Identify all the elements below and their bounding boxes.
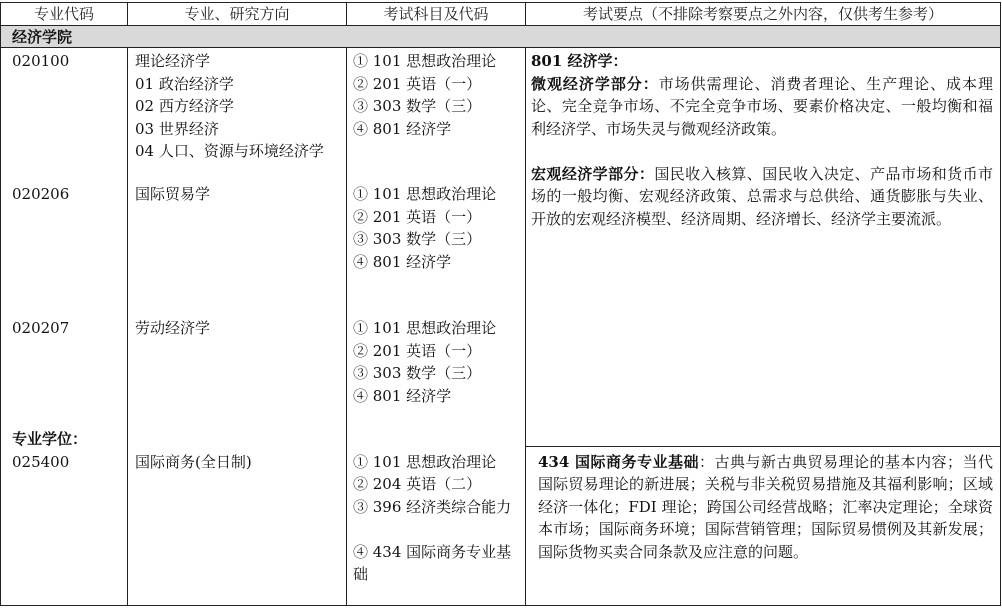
- micro-label: 微观经济学部分：: [531, 74, 659, 93]
- section-title: 经济学院: [12, 28, 73, 46]
- header-subjects: 考试科目及代码: [383, 5, 489, 23]
- row-3-code: 020207: [12, 319, 70, 337]
- header-divider: [0, 25, 1001, 26]
- row-1-major-line-2: 01 政治经济学: [135, 74, 234, 93]
- row-1-major-line-3: 02 西方经济学: [135, 97, 234, 115]
- degree-code: 025400: [12, 452, 70, 471]
- degree-subject-3: ③ 396 经济类综合能力: [353, 497, 512, 516]
- row-2-subject-4: ④ 801 经济学: [353, 252, 452, 271]
- header-major: 专业、研究方向: [184, 5, 290, 23]
- row-1-code: 020100: [12, 52, 70, 70]
- degree-subject-2: ② 204 英语（二）: [353, 475, 482, 493]
- row-3-subject-4: ④ 801 经济学: [353, 386, 452, 405]
- row-1-subject-4: ④ 801 经济学: [353, 119, 452, 138]
- row-3-major: 劳动经济学: [135, 319, 211, 337]
- row-2-subject-2: ② 201 英语（一）: [353, 207, 482, 226]
- macro-points: [531, 163, 993, 231]
- row-3-subject-1: ① 101 思想政治理论: [353, 319, 497, 337]
- row-1-major-line-1: 理论经济学: [135, 52, 211, 70]
- column-divider-3b: [525, 47, 526, 606]
- column-divider-2b: [346, 47, 347, 606]
- row-1-major-line-5: 04 人口、资源与环境经济学: [135, 142, 324, 160]
- degree-points-divider: [526, 446, 1001, 447]
- macro-text: 国民收入核算、国民收入决定、产品市场和货币市场的一般均衡、宏观经济政策、总需求与总供给、通货膨胀与失业、开放的宏观经济模型、经济周期、经济增长、经济学主要流派。: [531, 164, 993, 228]
- header-code: 专业代码: [33, 5, 94, 23]
- degree-points: [538, 451, 993, 564]
- column-divider-1b: [127, 47, 128, 606]
- table-border-left: [0, 2, 1, 606]
- row-2-subject-3: ③ 303 数学（三）: [353, 230, 482, 248]
- degree-points-text: ：古典与新古典贸易理论的基本内容；当代国际贸易理论的新进展；关税与非关税贸易措施及其福利影响；区域经济一体化；FDI 理论；跨国公司经营战略；汇率决定理论；全球资本市场；国际商务环境；国际营销管理；国际贸易惯例及其新发展；国际货物买卖合同条款及应注意的问题。: [538, 452, 993, 561]
- row-3-subject-3: ③ 303 数学（三）: [353, 364, 482, 382]
- table-border-right: [1000, 2, 1001, 606]
- row-2-major: 国际贸易学: [135, 185, 211, 203]
- table-border-top: [0, 2, 1001, 3]
- column-divider-3: [525, 2, 526, 26]
- section-band: [1, 26, 1000, 47]
- column-divider-2: [346, 2, 347, 26]
- macro-label: 宏观经济学部分：: [531, 164, 655, 183]
- row-1-major-line-4: 03 世界经济: [135, 119, 219, 138]
- column-divider-1: [127, 2, 128, 26]
- degree-points-label: 434 国际商务专业基础: [538, 452, 700, 471]
- degree-subject-1: ① 101 思想政治理论: [353, 452, 497, 471]
- degree-major: 国际商务(全日制): [135, 452, 252, 471]
- row-2-code: 020206: [12, 185, 70, 203]
- header-points: 考试要点（不排除考察要点之外内容，仅供考生参考）: [582, 5, 943, 23]
- row-1-subject-3: ③ 303 数学（三）: [353, 97, 482, 115]
- row-2-subject-1: ① 101 思想政治理论: [353, 185, 497, 203]
- row-1-subject-2: ② 201 英语（一）: [353, 74, 482, 93]
- section-divider: [0, 47, 1001, 48]
- micro-points: [531, 73, 993, 141]
- degree-subject-4: ④ 434 国际商务专业基础: [353, 542, 512, 583]
- degree-label: 专业学位：: [12, 430, 88, 448]
- table-border-bottom: [0, 605, 1001, 606]
- econ-points-heading: 801 经济学：: [531, 52, 628, 70]
- micro-text: 市场供需理论、消费者理论、生产理论、成本理论、完全竞争市场、不完全竞争市场、要素价格决定、一般均衡和福利经济学、市场失灵与微观经济政策。: [531, 74, 993, 138]
- row-3-subject-2: ② 201 英语（一）: [353, 341, 482, 360]
- row-1-subject-1: ① 101 思想政治理论: [353, 52, 497, 70]
